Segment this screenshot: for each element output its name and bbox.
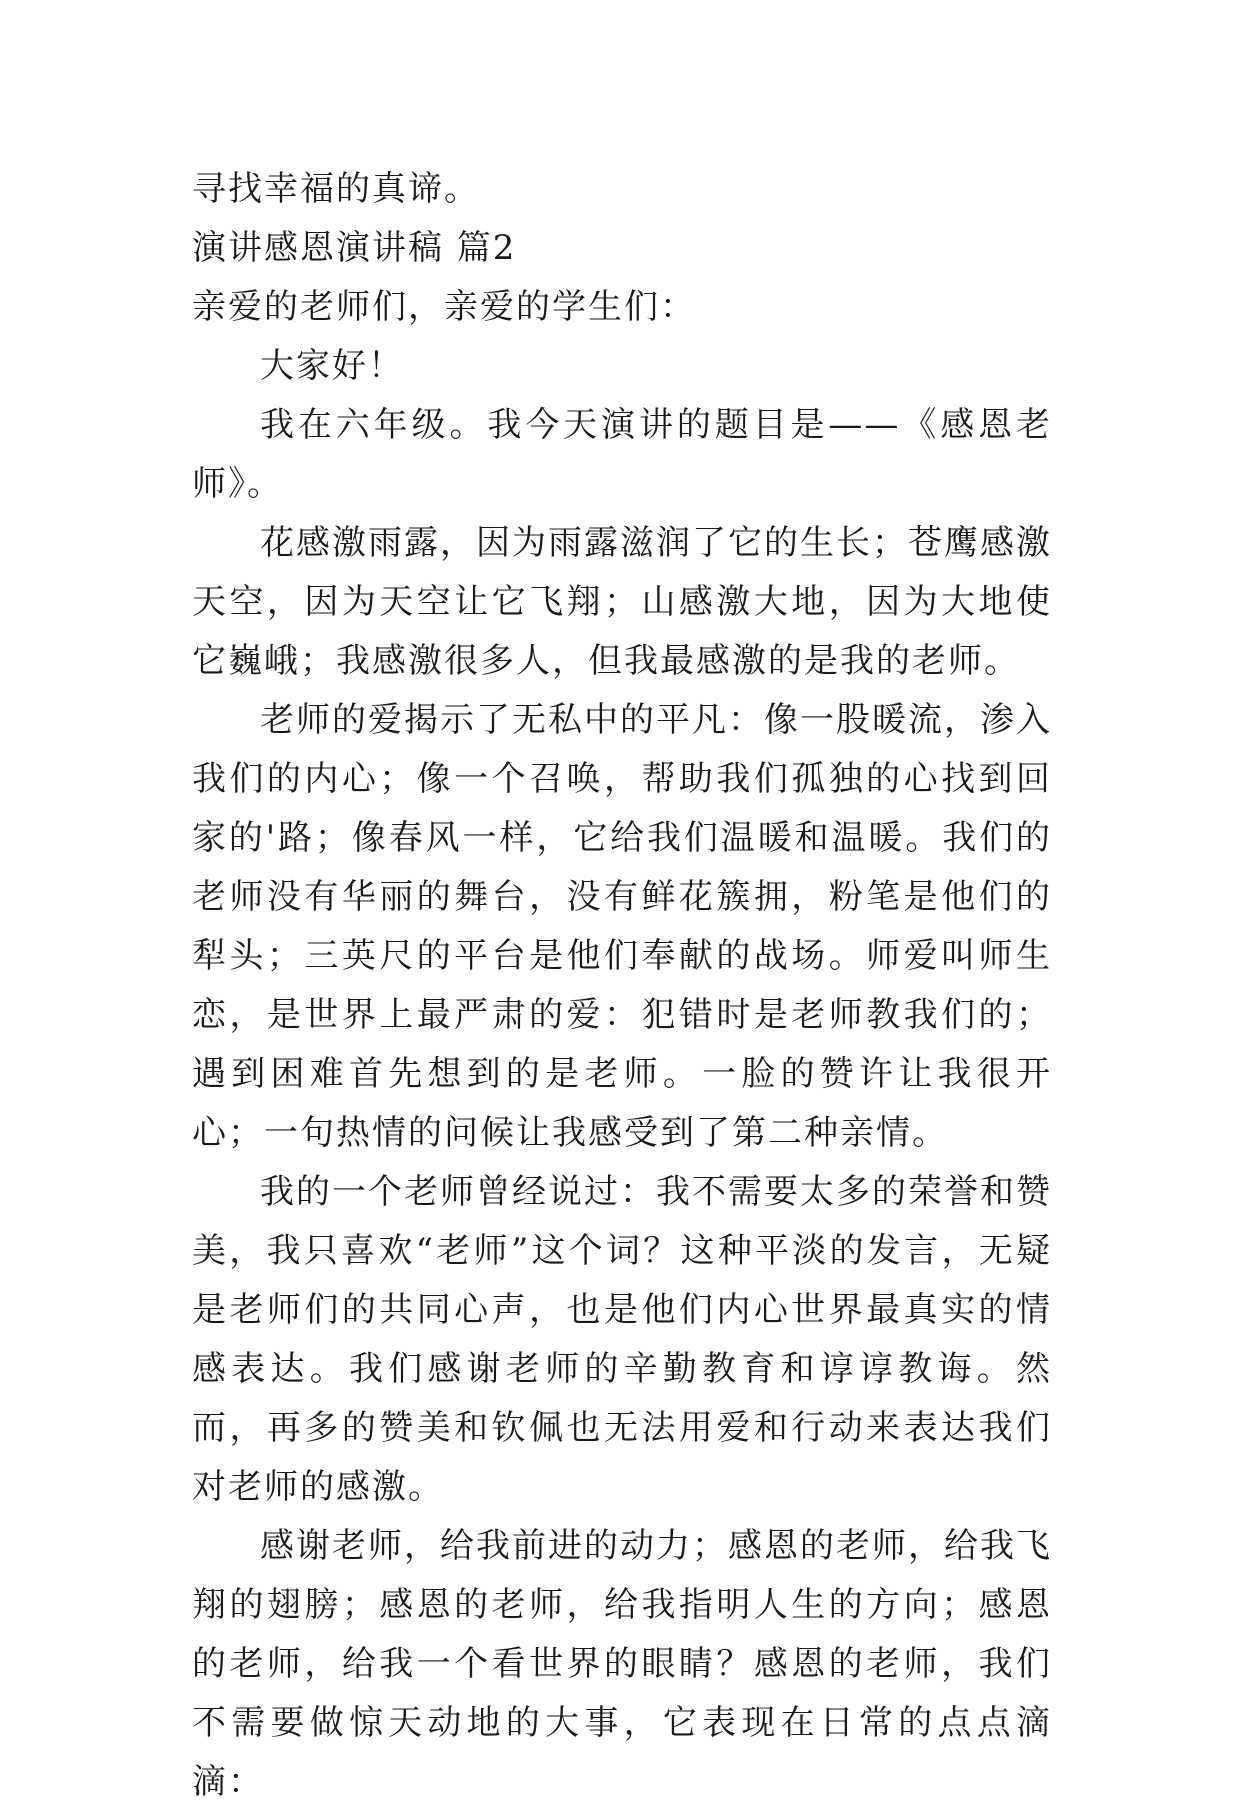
salutation: 亲爱的老师们，亲爱的学生们： [192,287,696,327]
document-body [192,160,1052,1812]
paragraph-gratitude: 花感激雨露，因为雨露滋润了它的生长；苍鹰感激天空，因为天空让它飞翔；山感激大地，因为大地使它巍峨；我感激很多人，但我最感激的是我的老师。 [192,523,1052,681]
paragraph-closing-line: 寻找幸福的真谛。 [192,169,480,209]
paragraph-topic: 我在六年级。我今天演讲的题目是——《感恩老师》。 [192,405,1052,504]
paragraph-thanks-teacher: 感谢老师，给我前进的动力；感恩的老师，给我飞翔的翅膀；感恩的老师，给我指明人生的方向；感恩的老师，给我一个看世界的眼睛？感恩的老师，我们不需要做惊天动地的大事，它表现在日常的点点滴滴： [192,1526,1052,1802]
section-heading: 演讲感恩演讲稿 篇2 [192,228,517,268]
paragraph-teacher-quote: 我的一个老师曾经说过：我不需要太多的荣誉和赞美，我只喜欢“老师”这个词？这种平淡的发言，无疑是老师们的共同心声，也是他们内心世界最真实的情感表达。我们感谢老师的辛勤教育和谆谆教诲。然而，再多的赞美和钦佩也无法用爱和行动来表达我们对老师的感激。 [192,1172,1052,1507]
greeting: 大家好！ [260,346,404,386]
paragraph-teacher-love: 老师的爱揭示了无私中的平凡：像一股暖流，渗入我们的内心；像一个召唤，帮助我们孤独的心找到回家的'路；像春风一样，它给我们温暖和温暖。我们的老师没有华丽的舞台，没有鲜花簇拥，粉笔是他们的犁头；三英尺的平台是他们奉献的战场。师爱叫师生恋，是世界上最严肃的爱：犯错时是老师教我们的；遇到困难首先想到的是老师。一脸的赞许让我很开心；一句热情的问候让我感受到了第二种亲情。 [192,700,1052,1153]
